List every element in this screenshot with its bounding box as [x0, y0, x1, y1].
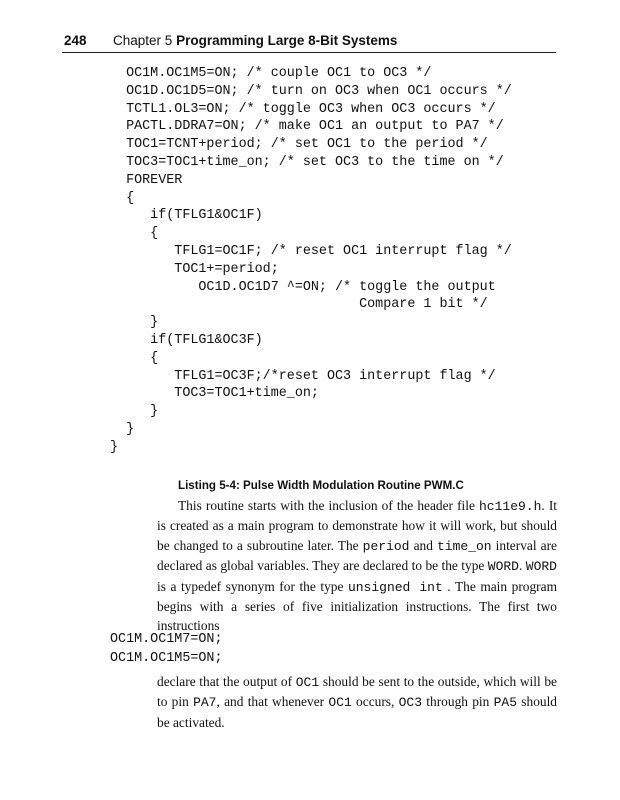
code-line: OC1M.OC1M7=ON;	[110, 632, 223, 647]
text-run: .	[519, 558, 526, 574]
inline-code: WORD	[487, 559, 519, 575]
code-line: TCTL1.OL3=ON; /* toggle OC3 when OC3 occurs */	[110, 101, 496, 117]
inline-code: PA5	[493, 695, 518, 711]
code-line: OC1D.OC1D5=ON; /* turn on OC3 when OC1 occurs */	[110, 83, 512, 99]
inline-code: period	[362, 538, 410, 554]
text-run: . The main program begins with a series of five initialization instructions. The first two instructions	[157, 578, 557, 634]
code-line: if(TFLG1&OC3F)	[110, 332, 263, 348]
code-line: TOC1=TCNT+period; /* set OC1 to the period */	[110, 137, 488, 153]
text-run: should be activated.	[157, 694, 557, 730]
inline-code: OC3	[398, 695, 423, 711]
text-run: should be sent to the outside, which will be to pin	[157, 674, 557, 710]
code-line: {	[110, 226, 159, 242]
inline-code: PA7	[193, 695, 217, 711]
code-line: TOC3=TOC1+time_on;	[110, 386, 319, 402]
listing-caption: Listing 5-4: Pulse Width Modulation Routine PWM.C	[178, 479, 464, 492]
code-line: }	[110, 315, 159, 331]
code-line: OC1D.OC1D7 ^=ON; /* toggle the output	[110, 279, 496, 295]
text-run: is a typedef synonym for the type	[157, 578, 348, 594]
text-run: through pin	[422, 694, 494, 710]
code-line: TOC1+=period;	[110, 261, 279, 277]
text-run: declare that the output of	[157, 674, 296, 689]
code-listing	[110, 65, 512, 457]
running-header	[62, 32, 556, 53]
code-line: }	[110, 421, 135, 437]
text-run: occurs,	[351, 694, 399, 710]
inline-code: OC1	[295, 675, 320, 690]
chapter-label: Chapter 5	[113, 33, 173, 48]
code-line: {	[110, 350, 159, 366]
code-line: PACTL.DDRA7=ON; /* make OC1 an output to PA7 */	[110, 119, 504, 135]
inline-code: WORD	[525, 559, 557, 575]
text-run: This routine starts with the inclusion of the header file	[178, 498, 479, 513]
text-run: and	[409, 537, 437, 553]
code-line: FOREVER	[110, 172, 183, 188]
text-run: interval are declared as global variables. They are declared to be the type	[157, 537, 557, 574]
code-line: }	[110, 404, 159, 420]
body-paragraph-1	[157, 496, 557, 636]
inline-code: hc11e9.h	[478, 499, 542, 514]
code-line: Compare 1 bit */	[110, 297, 488, 313]
text-run: , and that whenever	[216, 694, 329, 710]
inline-code: time_on	[436, 538, 492, 554]
chapter-title: Programming Large 8-Bit Systems	[176, 33, 398, 48]
code-line: {	[110, 190, 135, 206]
code-line: OC1M.OC1M5=ON; /* couple OC1 to OC3 */	[110, 66, 432, 81]
code-line: OC1M.OC1M5=ON;	[110, 651, 223, 666]
body-paragraph-2	[157, 672, 557, 732]
code-line: TFLG1=OC1F; /* reset OC1 interrupt flag */	[110, 243, 512, 259]
text-run: . It is created as a main program to demonstrate how it will work, but should be changed to a subroutine later. The	[157, 498, 558, 553]
code-line: TFLG1=OC3F;/*reset OC3 interrupt flag */	[110, 368, 496, 384]
page-number: 248	[64, 33, 87, 48]
inline-code: OC1	[328, 695, 352, 711]
code-line: TOC3=TOC1+time_on; /* set OC3 to the time on */	[110, 154, 504, 170]
inline-code: unsigned int	[347, 579, 443, 595]
init-code-block	[110, 630, 223, 668]
code-line: }	[110, 439, 119, 455]
code-line: if(TFLG1&OC1F)	[110, 208, 263, 224]
chapter-heading	[113, 33, 397, 48]
